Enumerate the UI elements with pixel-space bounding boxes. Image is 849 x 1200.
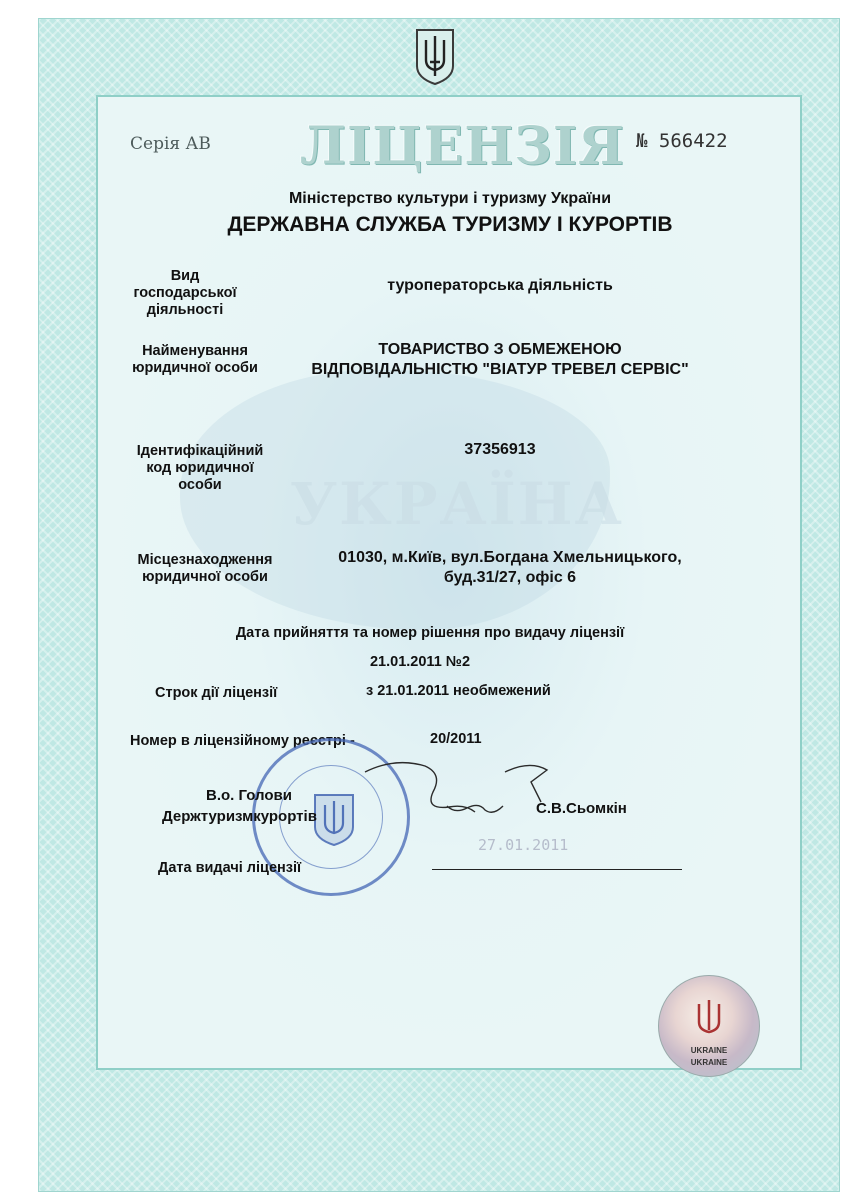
signatory-title-line1: В.о. Голови xyxy=(206,787,292,804)
registry-value: 20/2011 xyxy=(430,731,482,747)
watermark-text: УКРАЇНА xyxy=(290,470,624,538)
decision-value: 21.01.2011 №2 xyxy=(369,654,471,670)
validity-label: Строк дії ліцензії xyxy=(155,685,278,701)
hologram-text-2: UKRAINE xyxy=(690,1058,728,1067)
activity-type-value: туроператорська діяльність xyxy=(387,277,613,294)
entity-name-label: Найменування юридичної особи xyxy=(132,343,258,376)
hologram-text-1: UKRAINE xyxy=(690,1046,728,1055)
series-label: Серія АВ xyxy=(130,134,211,154)
registry-label: Номер в ліцензійному реєстрі - xyxy=(130,733,355,749)
issue-date-label: Дата видачі ліцензії xyxy=(158,860,302,876)
id-code-label: Ідентифікаційний код юридичної особи xyxy=(136,443,264,493)
location-label: Місцезнаходження юридичної особи xyxy=(137,552,273,585)
issue-date-line xyxy=(432,869,682,870)
license-number: № 566422 xyxy=(636,130,728,152)
activity-type-label: Вид господарської діяльності xyxy=(133,268,237,318)
signatory-name: С.В.Сьомкін xyxy=(536,800,627,817)
decision-label: Дата прийняття та номер рішення про видачу ліцензії xyxy=(235,625,625,641)
id-code-value: 37356913 xyxy=(464,441,536,458)
ministry-name: Міністерство культури і туризму України xyxy=(288,190,612,207)
hologram-trident-icon xyxy=(689,996,729,1040)
license-heading: ЛІЦЕНЗІЯ xyxy=(300,116,626,177)
validity-value: з 21.01.2011 необмежений xyxy=(366,683,551,699)
location-value: 01030, м.Київ, вул.Богдана Хмельницького, буд.31/27, офіс 6 xyxy=(338,549,682,586)
service-name: ДЕРЖАВНА СЛУЖБА ТУРИЗМУ І КУРОРТІВ xyxy=(227,213,673,236)
entity-name-value: ТОВАРИСТВО З ОБМЕЖЕНОЮ ВІДПОВІДАЛЬНІСТЮ "ВІАТУР ТРЕВЕЛ СЕРВІС" xyxy=(311,341,689,378)
trident-emblem-icon xyxy=(413,26,457,86)
hologram-seal xyxy=(658,975,760,1077)
signatory-title-line2: Держтуризмкурортів xyxy=(162,808,317,825)
issue-date-stamp: 27.01.2011 xyxy=(478,836,569,854)
handwritten-signature xyxy=(355,752,555,842)
